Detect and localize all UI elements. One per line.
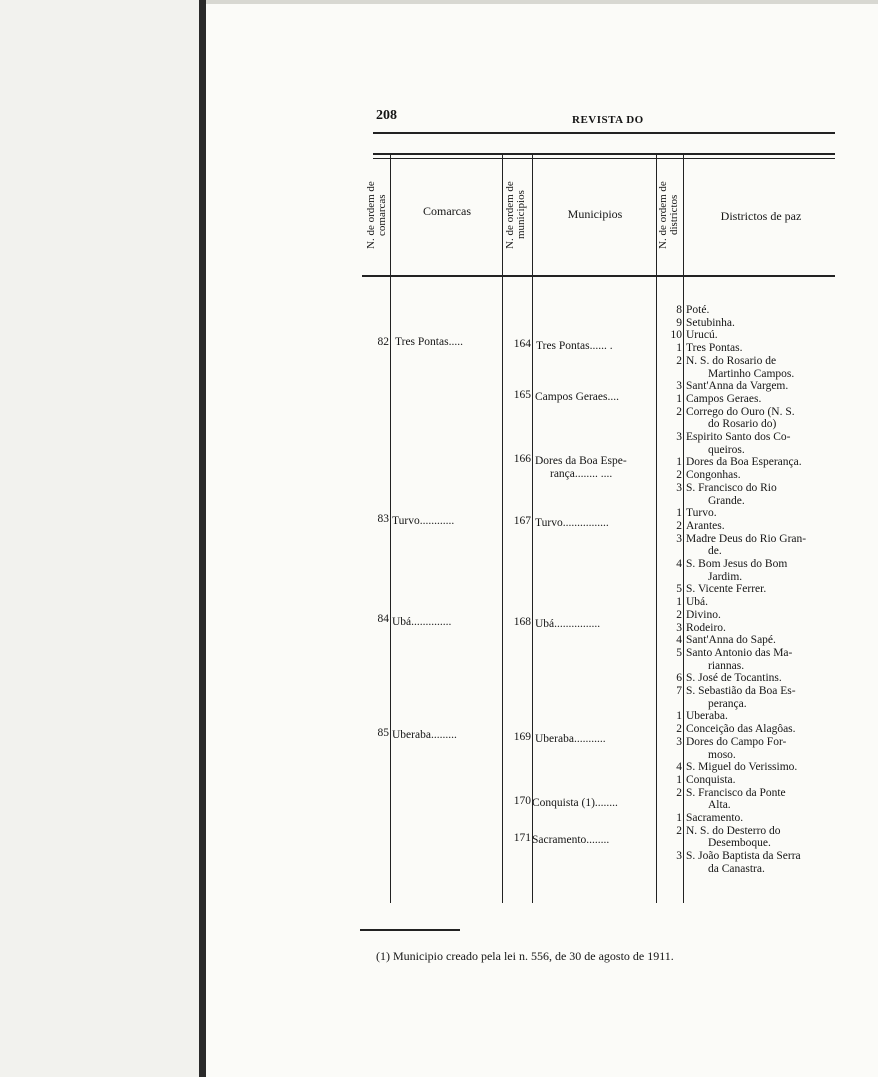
districto-name-continued: perança. [708,697,747,710]
districto-number: 2 [676,469,682,482]
districto-number: 2 [676,354,682,367]
districto-number: 3 [676,380,682,393]
districto-name: Poté. [686,304,710,316]
municipio-name: Ubá................ [535,618,601,630]
comarca-name: Uberaba......... [392,729,457,741]
districto-name-continued: Jardim. [708,570,743,583]
districto-name: S. Vicente Ferrer. [686,583,767,596]
districto-name: Rodeiro. [686,621,726,634]
districto-number: 4 [676,634,682,647]
districto-name: N. S. do Rosario de [686,354,777,367]
districto-name: S. Francisco do Rio [686,481,777,494]
districto-number: 5 [676,646,682,659]
comarca-name: Tres Pontas..... [395,336,463,348]
districto-number: 3 [676,621,682,634]
header-order-municipios: N. de ordem de municipios [504,181,527,249]
districto-name: Ubá. [686,596,709,609]
districto-name: Corrego do Ouro (N. S. [686,405,795,418]
header-comarcas: Comarcas [423,204,471,218]
municipio-name: Campos Geraes.... [535,391,619,403]
districto-number: 9 [676,316,682,329]
running-head: REVISTA DO [572,114,644,126]
districto-name: Sant'Anna do Sapé. [686,634,776,647]
header-municipios: Municipios [567,207,623,221]
municipio-number: 171 [513,832,531,844]
table-top-rule-thin [373,158,835,159]
districto-name: Urucú. [686,329,718,342]
districto-number: 2 [676,786,682,799]
districto-name: Divino. [686,608,721,621]
districto-number: 2 [676,824,682,837]
header-districtos: Districtos de paz [720,209,802,223]
districto-name: S. Bom Jesus do Bom [686,558,788,570]
districto-number: 8 [676,304,682,316]
municipio-number: 170 [513,795,531,807]
footnote-rule [360,929,460,931]
districto-name: Madre Deus do Rio Gran- [686,532,807,545]
districto-name-continued: do Rosario do) [708,418,777,431]
districto-name: Uberaba. [686,710,728,723]
book-gutter [199,0,206,1077]
municipio-number: 169 [513,731,531,743]
districto-name-continued: Grande. [708,494,745,507]
col-rule-1 [390,155,391,903]
districto-number: 10 [670,329,682,342]
districto-name: Turvo. [686,507,717,520]
districto-name: S. Sebastião da Boa Es- [686,685,796,697]
municipio-number: 168 [513,616,531,628]
districto-name-continued: Desemboque. [708,837,771,850]
districto-name: S. Miguel do Verissimo. [686,761,798,774]
districto-name: Arantes. [686,519,725,532]
header-order-comarcas: N. de ordem de comarcas [365,181,388,249]
municipio-number: 164 [513,338,531,350]
col-rule-5 [683,155,684,903]
districto-name: Dores da Boa Esperança. [686,456,802,469]
municipio-name: Dores da Boa Espe- [535,455,627,467]
districto-name-continued: moso. [708,748,736,761]
municipio-number: 166 [513,453,531,465]
districto-name: S. José de Tocantins. [686,672,782,685]
districto-name: Espirito Santo dos Co- [686,431,791,443]
districto-name: Congonhas. [686,469,741,482]
comarca-name: Ubá.............. [392,616,452,628]
left-page-margin [0,0,199,1077]
col-rule-2 [502,155,503,903]
table-top-rule [373,153,835,155]
districto-number: 1 [676,812,682,824]
municipio-name: Tres Pontas...... . [536,340,613,352]
districto-number: 1 [676,392,682,405]
districto-name: Setubinha. [686,316,735,329]
districto-number: 3 [676,850,682,863]
districto-name: Tres Pontas. [686,342,743,355]
districto-number: 2 [676,723,682,736]
municipio-name: Sacramento........ [532,834,610,846]
table-header-bottom-rule [362,275,835,277]
districto-name: Campos Geraes. [686,392,762,405]
districto-number: 1 [676,710,682,723]
municipio-name: Turvo................ [535,517,609,529]
comarca-number: 82 [377,336,389,348]
col-rule-3 [532,155,533,903]
districto-number: 6 [676,672,682,685]
districto-name: S. João Baptista da Serra [686,850,801,863]
districto-name-continued: Alta. [708,799,731,812]
districto-number: 1 [676,456,682,469]
districto-number: 4 [676,761,682,774]
districto-name: S. Francisco da Ponte [686,786,786,799]
districto-number: 1 [676,342,682,355]
districto-number: 3 [676,532,682,545]
municipio-name: Conquista (1)........ [532,797,618,809]
districto-name-continued: riannas. [708,659,745,672]
comarca-number: 84 [377,613,389,625]
districto-name: Sacramento. [686,812,744,824]
districto-number: 2 [676,405,682,418]
page-top-edge [206,0,878,4]
districto-number: 2 [676,608,682,621]
districto-name-continued: Martinho Campos. [708,367,795,380]
districto-name: Sant'Anna da Vargem. [686,380,789,393]
districto-number: 2 [676,519,682,532]
municipio-name-continued: rança........ .... [550,468,613,480]
districto-name-continued: de. [708,545,722,558]
districto-name-continued: queiros. [708,443,745,456]
districto-number: 3 [676,431,682,443]
comarca-name: Turvo............ [392,515,455,527]
comarca-number: 83 [377,513,389,525]
districto-name: N. S. do Desterro do [686,824,781,837]
districto-number: 1 [676,773,682,786]
header-rule [373,132,835,134]
municipio-name: Uberaba........... [535,733,606,745]
footnote: (1) Municipio creado pela lei n. 556, de 30 de agosto de 1911. [376,949,674,963]
comarca-number: 85 [377,727,389,739]
districto-number: 3 [676,735,682,748]
districto-number: 5 [676,583,682,596]
districto-name-continued: da Canastra. [708,862,765,875]
districto-name: Santo Antonio das Ma- [686,646,793,659]
districto-number: 3 [676,481,682,494]
header-order-districtos: N. de ordem de districtos [657,181,680,249]
municipio-number: 165 [513,389,531,401]
districto-name: Dores do Campo For- [686,735,787,748]
districto-number: 1 [676,507,682,520]
districto-name: Conceição das Alagôas. [686,723,796,736]
districto-number: 1 [676,596,682,609]
districto-number: 4 [676,558,682,570]
districto-number: 7 [676,685,682,697]
page-number: 208 [376,108,397,123]
municipio-number: 167 [513,515,531,527]
districto-name: Conquista. [686,773,736,786]
